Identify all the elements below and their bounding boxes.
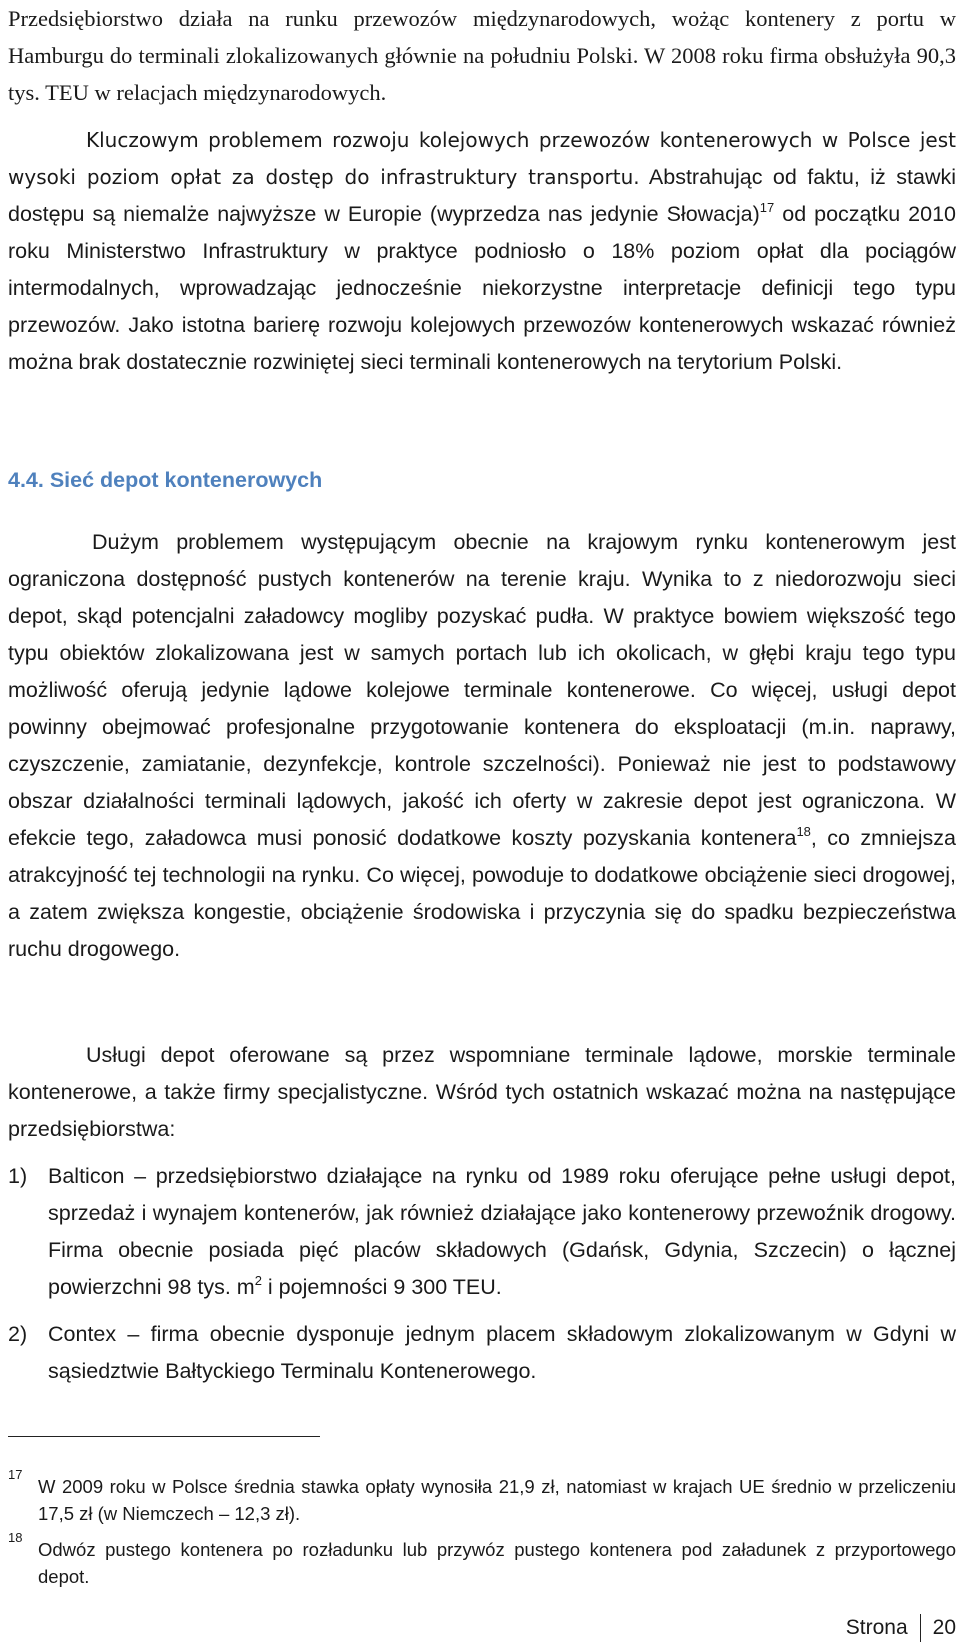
- paragraph-depot-problem-part-b: , co zmniejsza atrakcyjność tej technologii na rynku. Co więcej, powoduje to dodatkowe obciążenie sieci drogowej, a zatem zwiększa kongestie, obciążenie środowiska i przyczynia się do spadku bezpieczeństwa ruchu drogowego.: [8, 826, 956, 961]
- paragraph-rail-barriers-part-c: od początku 2010 roku Ministerstwo Infrastruktury w praktyce podniosło o 18% poziom opłat dla pociągów intermodalnych, wprowadzając jednocześnie niekorzystne interpretacje definicji tego typu przewozów. Jako istotna barierę rozwoju kolejowych przewozów kontenerowych wskazać również można brak dostatecznie rozwiniętej sieci terminali kontenerowych na terytorium Polski.: [8, 202, 956, 374]
- paragraph-company-intro: Przedsiębiorstwo działa na runku przewozów międzynarodowych, wożąc kontenery z portu w Hamburgu do terminali zlokalizowanych głównie na południu Polski. W 2008 roku firma obsłużyła 90,3 tys. TEU w relacjach międzynarodowych.: [8, 6, 956, 105]
- footnote-18: [8, 1530, 956, 1590]
- document-page: [8, 0, 956, 1644]
- paragraph-rail-barriers-lead: Kluczowym problemem rozwoju kolejowych przewozów kontenerowych w Polsce jest wysoki poziom opłat za dostęp do infrastruktury transportu.: [8, 128, 956, 189]
- footer-label: Strona: [845, 1616, 908, 1639]
- list-item-text: Balticon – przedsiębiorstwo działające na rynku od 1989 roku oferujące pełne usługi depot, sprzedaż i wynajem kontenerów, jak również działające jako kontenerowy przewoźnik drogowy. Firma obecnie posiada pięć placów składowych (Gdańsk, Gdynia, Szczecin) o łącznej powierzchni 98 tys. m: [48, 1164, 956, 1299]
- footer-separator: [920, 1614, 921, 1642]
- footnote-ref-17[interactable]: 17: [759, 200, 775, 215]
- section-heading: 4.4. Sieć depot kontenerowych: [8, 468, 323, 492]
- footnote-text: W 2009 roku w Polsce średnia stawka opłaty wynosiła 21,9 zł, natomiast w krajach UE średnio w przeliczeniu 17,5 zł (w Niemczech – 12,3 zł).: [38, 1476, 956, 1524]
- superscript-exponent: 2: [254, 1273, 262, 1288]
- list-item-balticon: [8, 1158, 956, 1306]
- list-item-text: Contex – firma obecnie dysponuje jednym placem składowym zlokalizowanym w Gdyni w sąsiedztwie Bałtyckiego Terminalu Kontenerowego.: [48, 1322, 956, 1383]
- paragraph-rail-barriers: [8, 122, 956, 381]
- footnote-ref-18[interactable]: 18: [796, 824, 811, 839]
- footnote-mark: 18: [8, 1530, 23, 1545]
- paragraph-depot-problem: [8, 524, 956, 968]
- paragraph-rail-barriers-part-b: Abstrahując od faktu, iż stawki dostępu są niemalże najwyższe w Europie (wyprzedza nas jedynie Słowacja): [8, 165, 956, 226]
- footnote-divider: [8, 1436, 320, 1437]
- footnote-mark: 17: [8, 1467, 23, 1482]
- list-item-contex: [8, 1316, 956, 1390]
- page-footer: [846, 1614, 956, 1642]
- page-number: 20: [932, 1616, 956, 1639]
- paragraph-depot-services: Usługi depot oferowane są przez wspomniane terminale lądowe, morskie terminale kontenerowe, a także firmy specjalistyczne. Wśród tych ostatnich wskazać można na następujące przedsiębiorstwa:: [8, 1043, 956, 1141]
- footnote-text: Odwóz pustego kontenera po rozładunku lub przywóz pustego kontenera pod załadunek z przyportowego depot.: [38, 1539, 956, 1587]
- list-number: 1): [8, 1164, 28, 1188]
- paragraph-depot-problem-part-a: Dużym problemem występującym obecnie na krajowym rynku kontenerowym jest ograniczona dostępność pustych kontenerów na terenie kraju. Wynika to z niedorozwoju sieci depot, skąd potencjalni załadowcy mogliby pozyskać pudła. W praktyce bowiem większość tego typu obiektów zlokalizowana jest w samych portach lub ich okolicach, w głębi kraju tego typu możliwość oferują jedynie lądowe kolejowe terminale kontenerowe. Co więcej, usługi depot powinny obejmować profesjonalne przygotowanie kontenera do eksploatacji (m.in. naprawy, czyszczenie, zamiatanie, dezynfekcje, kontrole szczelności). Ponieważ nie jest to podstawowy obszar działalności terminali lądowych, jakość ich oferty w zakresie depot jest ograniczona. W efekcie tego, załadowca musi ponosić dodatkowe koszty pozyskania kontenera: [8, 530, 956, 850]
- list-number: 2): [8, 1322, 28, 1346]
- list-item-text-end: i pojemności 9 300 TEU.: [261, 1275, 502, 1299]
- footnote-17: [8, 1467, 956, 1527]
